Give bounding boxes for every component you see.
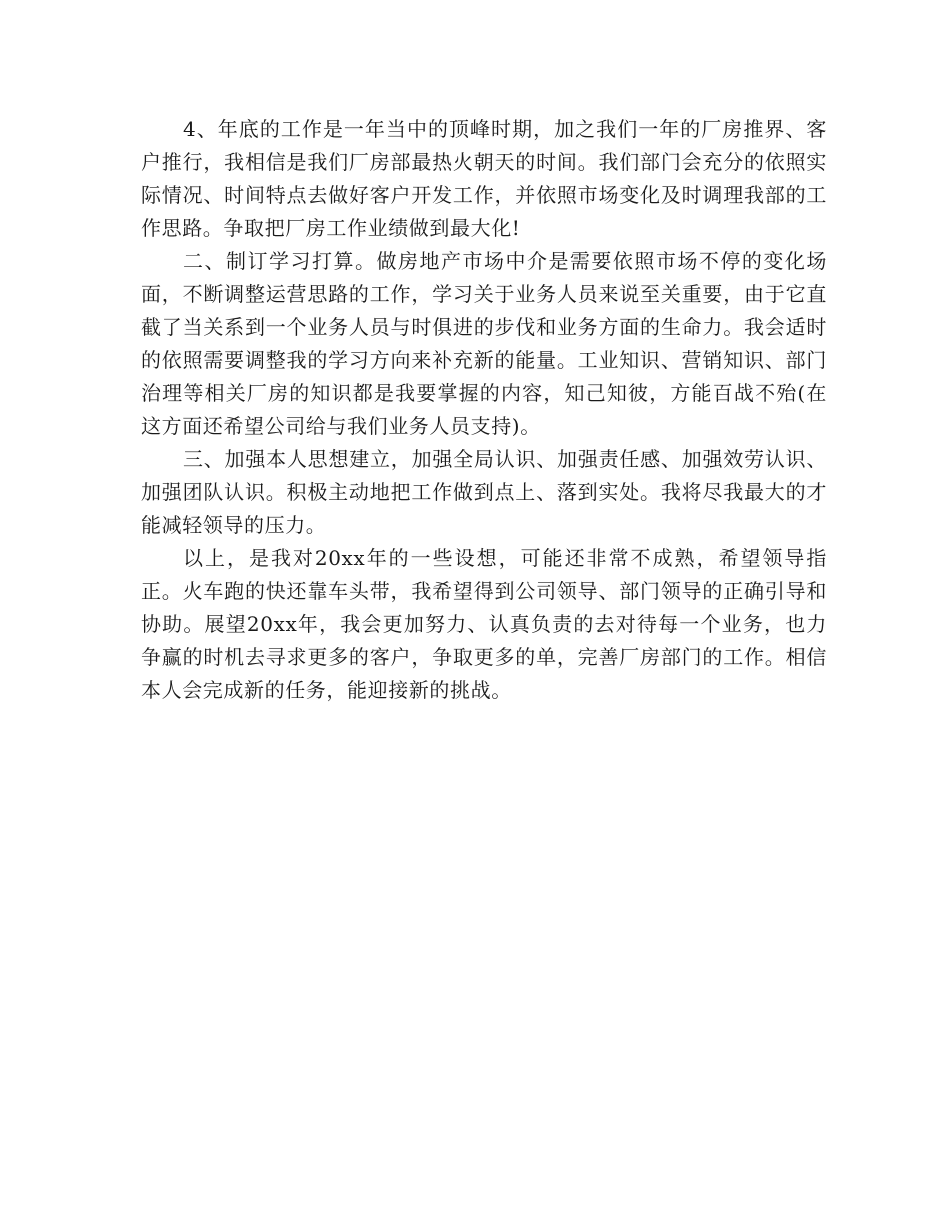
paragraph-conclusion: 以上，是我对20xx年的一些设想，可能还非常不成熟，希望领导指正。火车跑的快还靠车头带，我希望得到公司领导、部门领导的正确引导和协助。展望20xx年，我会更加努力、认真负责的去对待每一个业务，也力争赢的时机去寻求更多的客户，争取更多的单，完善厂房部门的工作。相信本人会完成新的任务，能迎接新的挑战。 <box>141 546 827 702</box>
paragraph-study-plan: 二、制订学习打算。做房地产市场中介是需要依照市场不停的变化场面，不断调整运营思路的工作，学习关于业务人员来说至关重要，由于它直截了当关系到一个业务人员与时俱进的步伐和业务方面的生命力。我会适时的依照需要调整我的学习方向来补充新的能量。工业知识、营销知识、部门治理等相关厂房的知识都是我要掌握的内容，知己知彼，方能百战不殆(在这方面还希望公司给与我们业务人员支持)。 <box>141 249 827 438</box>
paragraph-self-improvement: 三、加强本人思想建立，加强全局认识、加强责任感、加强效劳认识、加强团队认识。积极主动地把工作做到点上、落到实处。我将尽我最大的才能减轻领导的压力。 <box>141 447 827 537</box>
document-body <box>141 113 827 707</box>
paragraph-year-end-work: 4、年底的工作是一年当中的顶峰时期，加之我们一年的厂房推界、客户推行，我相信是我们厂房部最热火朝天的时间。我们部门会充分的依照实际情况、时间特点去做好客户开发工作，并依照市场变化及时调理我部的工作思路。争取把厂房工作业绩做到最大化! <box>141 117 827 240</box>
